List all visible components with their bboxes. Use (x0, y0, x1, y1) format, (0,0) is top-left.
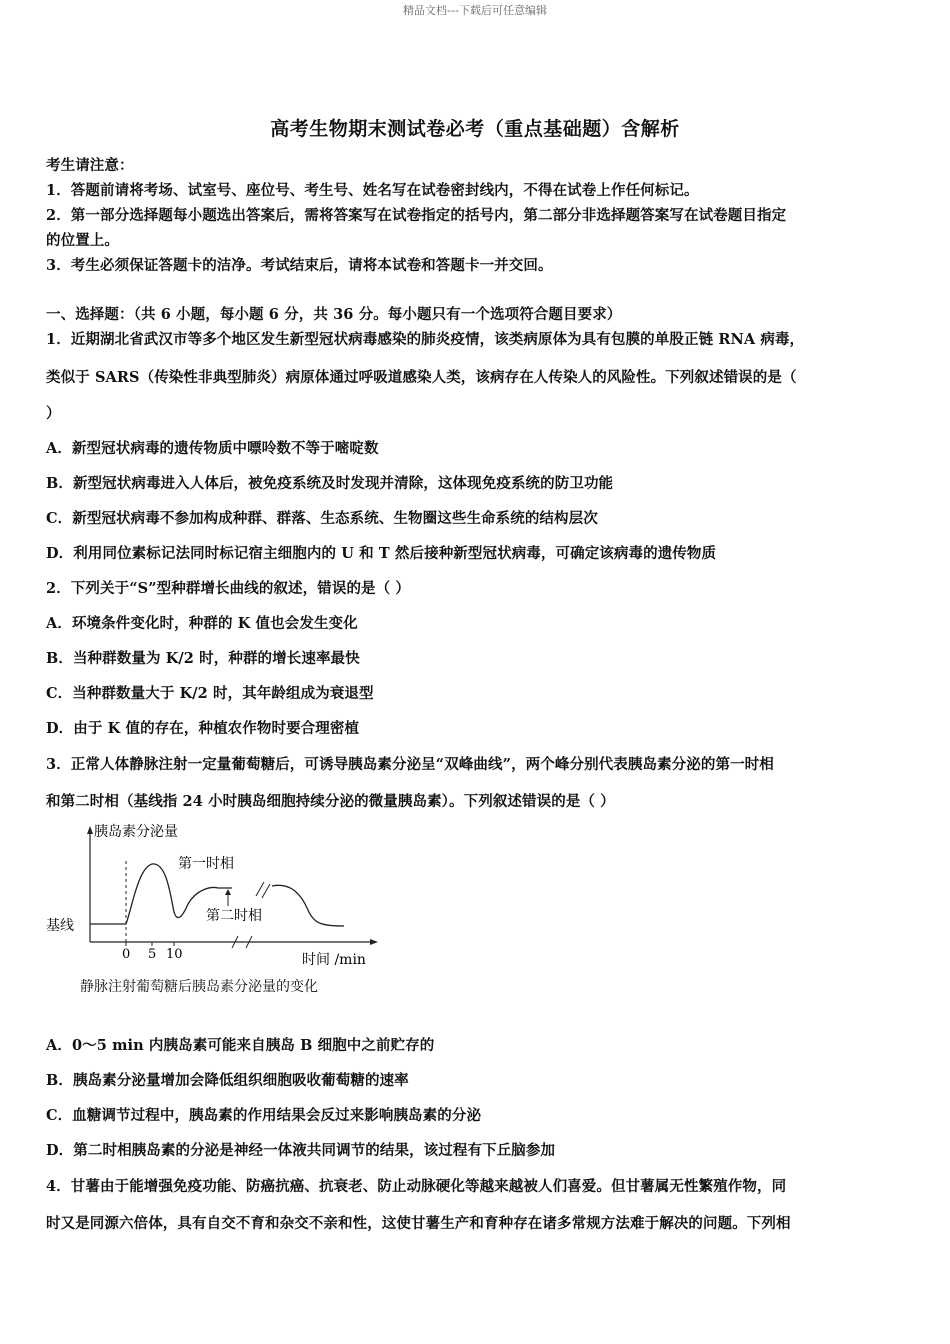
y-axis-label: 胰岛素分泌量 (94, 824, 178, 840)
q3-option-d: D．第二时相胰岛素的分泌是神经一体液共同调节的结果，该过程有下丘脑参加 (46, 1142, 556, 1159)
q3-option-b: B．胰岛素分泌量增加会降低组织细胞吸收葡萄糖的速率 (46, 1072, 409, 1089)
q4-stem: 时又是同源六倍体，具有自交不育和杂交不亲和性，这使甘薯生产和育种存在诸多常规方法难于解决的问题。下列相 (46, 1215, 791, 1232)
phase1-label: 第一时相 (178, 856, 234, 872)
header-note: 精品文档---下载后可任意编辑 (403, 4, 547, 17)
q1-option-c: C．新型冠状病毒不参加构成种群、群落、生态系统、生物圈这些生命系统的结构层次 (46, 510, 598, 527)
q1-option-b: B．新型冠状病毒进入人体后，被免疫系统及时发现并清除，这体现免疫系统的防卫功能 (46, 475, 614, 492)
section-heading: 一、选择题：（共 6 小题，每小题 6 分，共 36 分。每小题只有一个选项符合题目要求） (46, 306, 622, 323)
tick-label: 10 (166, 947, 183, 962)
notice-heading: 考生请注意： (46, 157, 134, 174)
insulin-curve-phase2 (272, 885, 344, 926)
q2-option-d: D．由于 K 值的存在，种植农作物时要合理密植 (46, 720, 360, 737)
q1-stem: 类似于 SARS（传染性非典型肺炎）病原体通过呼吸道感染人类，该病存在人传染人的风险性。下列叙述错误的是（ (46, 369, 797, 386)
baseline-label: 基线 (46, 918, 74, 934)
q2-option-c: C．当种群数量大于 K/2 时，其年龄组成为衰退型 (46, 685, 374, 702)
figure-caption: 静脉注射葡萄糖后胰岛素分泌量的变化 (80, 979, 318, 995)
q3-option-c: C．血糖调节过程中，胰岛素的作用结果会反过来影响胰岛素的分泌 (46, 1107, 482, 1124)
y-axis-arrow (87, 826, 93, 834)
notice-item: 3．考生必须保证答题卡的洁净。考试结束后，请将本试卷和答题卡一并交回。 (46, 257, 553, 274)
q1-stem: ） (46, 405, 61, 422)
phase2-label: 第二时相 (206, 908, 262, 924)
x-axis-label: 时间 /min (302, 952, 366, 968)
notice-item: 的位置上。 (46, 232, 119, 249)
q2-option-b: B．当种群数量为 K/2 时，种群的增长速率最快 (46, 650, 360, 667)
insulin-secretion-figure (46, 818, 386, 968)
q3-stem: 3．正常人体静脉注射一定量葡萄糖后，可诱导胰岛素分泌呈“双峰曲线”，两个峰分别代表胰岛素分泌的第一时相 (46, 756, 774, 773)
q1-option-a: A．新型冠状病毒的遗传物质中嘌呤数不等于嘧啶数 (46, 440, 379, 457)
q3-option-a: A．0～5 min 内胰岛素可能来自胰岛 B 细胞中之前贮存的 (46, 1037, 435, 1054)
q2-stem: 2．下列关于“S”型种群增长曲线的叙述，错误的是（ ） (46, 580, 410, 597)
q4-stem: 4．甘薯由于能增强免疫功能、防癌抗癌、抗衰老、防止动脉硬化等越来越被人们喜爱。但甘薯属无性繁殖作物，同 (46, 1178, 787, 1195)
notice-item: 2．第一部分选择题每小题选出答案后，需将答案写在试卷指定的括号内，第二部分非选择题答案写在试卷题目指定 (46, 207, 787, 224)
curve-break (256, 882, 264, 896)
q1-stem: 1．近期湖北省武汉市等多个地区发生新型冠状病毒感染的肺炎疫情，该类病原体为具有包膜的单股正链 RNA 病毒， (46, 331, 805, 348)
q1-option-d: D．利用同位素标记法同时标记宿主细胞内的 U 和 T 然后接种新型冠状病毒，可确定该病毒的遗传物质 (46, 545, 717, 562)
q3-stem: 和第二时相（基线指 24 小时胰岛细胞持续分泌的微量胰岛素）。下列叙述错误的是（ ） (46, 793, 615, 810)
curve-break (262, 884, 270, 898)
x-axis-arrow (370, 939, 378, 945)
phase2-arrow-head (225, 889, 231, 895)
page-title: 高考生物期末测试卷必考（重点基础题）含解析 (270, 118, 680, 140)
tick-label: 5 (148, 947, 157, 962)
tick-label: 0 (122, 947, 131, 962)
notice-item: 1．答题前请将考场、试室号、座位号、考生号、姓名写在试卷密封线内，不得在试卷上作任何标记。 (46, 182, 699, 199)
q2-option-a: A．环境条件变化时，种群的 K 值也会发生变化 (46, 615, 358, 632)
